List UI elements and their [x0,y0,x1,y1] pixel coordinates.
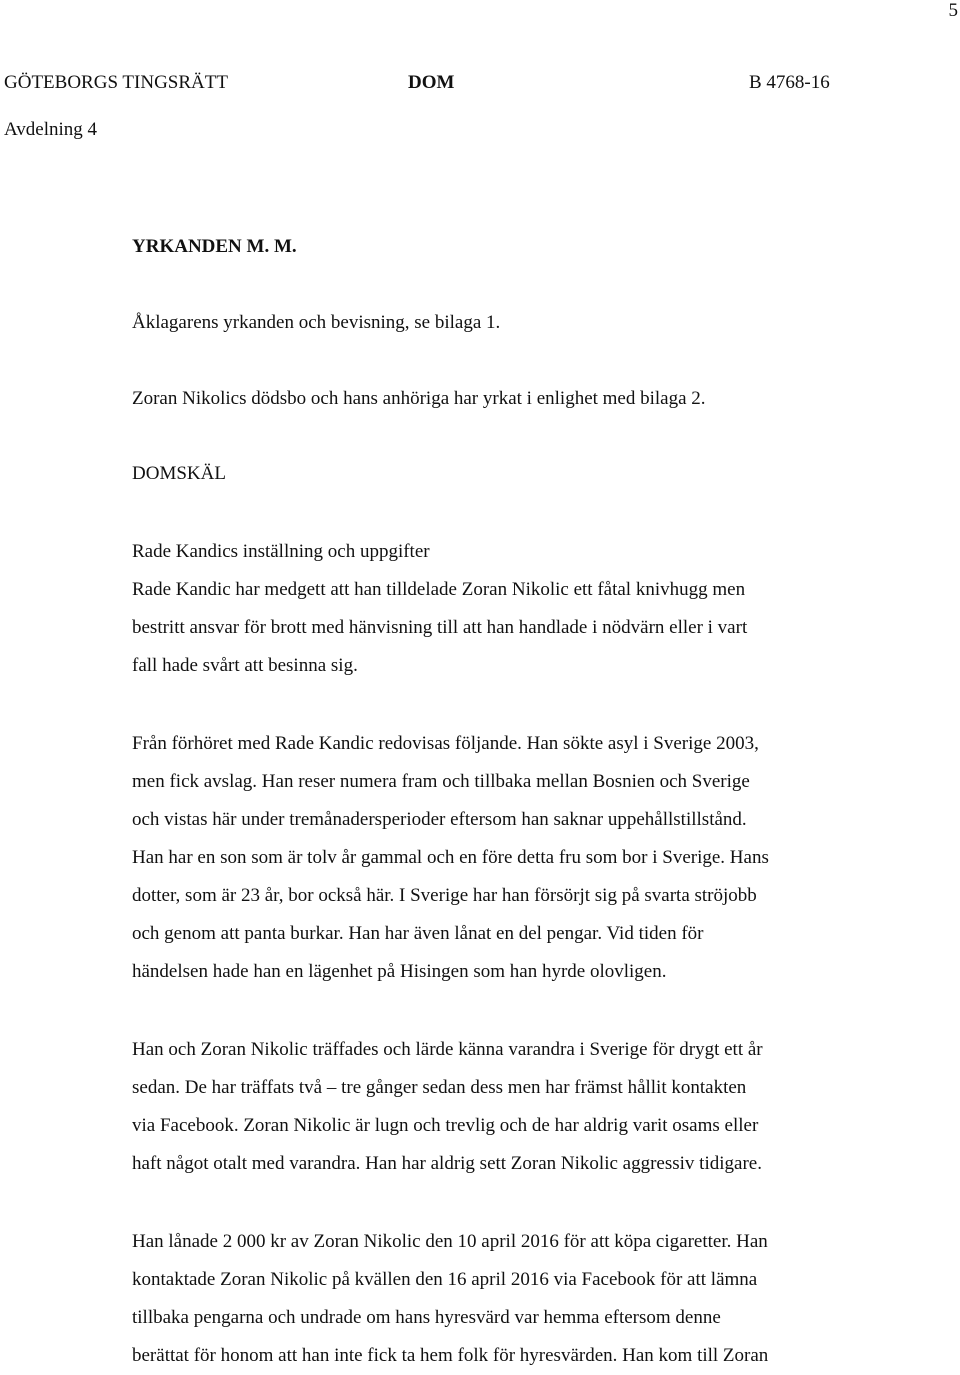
paragraph-line: bestritt ansvar för brott med hänvisning till att han handlade i nödvärn eller i vart [132,617,748,638]
paragraph-line: Han och Zoran Nikolic träffades och lärde känna varandra i Sverige för drygt ett år [132,1039,763,1060]
paragraph-line: Rade Kandic har medgett att han tilldelade Zoran Nikolic ett fåtal knivhugg men [132,579,746,600]
paragraph-line: kontaktade Zoran Nikolic på kvällen den 16 april 2016 via Facebook för att lämna [132,1269,758,1290]
paragraph-line: sedan. De har träffats två – tre gånger sedan dess men har främst hållit kontakten [132,1077,747,1098]
paragraph-line: via Facebook. Zoran Nikolic är lugn och trevlig och de har aldrig varit osams eller [132,1115,759,1136]
section-heading-domskal: DOMSKÄL [132,463,226,484]
paragraph-line: Han lånade 2 000 kr av Zoran Nikolic den 10 april 2016 för att köpa cigaretter. Han [132,1231,768,1252]
paragraph-4 [132,1223,768,1375]
paragraph-line: Han har en son som är tolv år gammal och en före detta fru som bor i Sverige. Hans [132,847,769,868]
document-type: DOM [408,72,455,93]
estate-claims-line: Zoran Nikolics dödsbo och hans anhöriga har yrkat i enlighet med bilaga 2. [132,388,706,409]
paragraph-1 [132,571,747,685]
paragraph-line: haft något otalt med varandra. Han har aldrig sett Zoran Nikolic aggressiv tidigare. [132,1153,762,1174]
paragraph-line: dotter, som är 23 år, bor också här. I Sverige har han försörjt sig på svarta ströjobb [132,885,757,906]
section-heading-yrkanden: YRKANDEN M. M. [132,236,297,257]
court-division: Avdelning 4 [4,119,98,140]
paragraph-3 [132,1031,763,1183]
paragraph-line: fall hade svårt att besinna sig. [132,655,358,676]
subheading-defendant-statement: Rade Kandics inställning och uppgifter [132,541,430,562]
paragraph-2 [132,725,769,991]
paragraph-line: händelsen hade han en lägenhet på Hisingen som han hyrde olovligen. [132,961,667,982]
paragraph-line: tillbaka pengarna och undrade om hans hyresvärd var hemma eftersom denne [132,1307,721,1328]
prosecutor-claims-line: Åklagarens yrkanden och bevisning, se bilaga 1. [132,312,501,333]
paragraph-line: och genom att panta burkar. Han har även lånat en del pengar. Vid tiden för [132,923,704,944]
paragraph-line: och vistas här under tremånadersperioder eftersom han saknar uppehållstillstånd. [132,809,747,830]
page-number: 5 [948,0,958,21]
case-number: B 4768-16 [749,72,830,93]
paragraph-line: berättat för honom att han inte fick ta hem folk för hyresvärden. Han kom till Zoran [132,1345,769,1366]
court-name: GÖTEBORGS TINGSRÄTT [4,72,228,93]
paragraph-line: men fick avslag. Han reser numera fram och tillbaka mellan Bosnien och Sverige [132,771,750,792]
paragraph-line: Från förhöret med Rade Kandic redovisas följande. Han sökte asyl i Sverige 2003, [132,733,759,754]
